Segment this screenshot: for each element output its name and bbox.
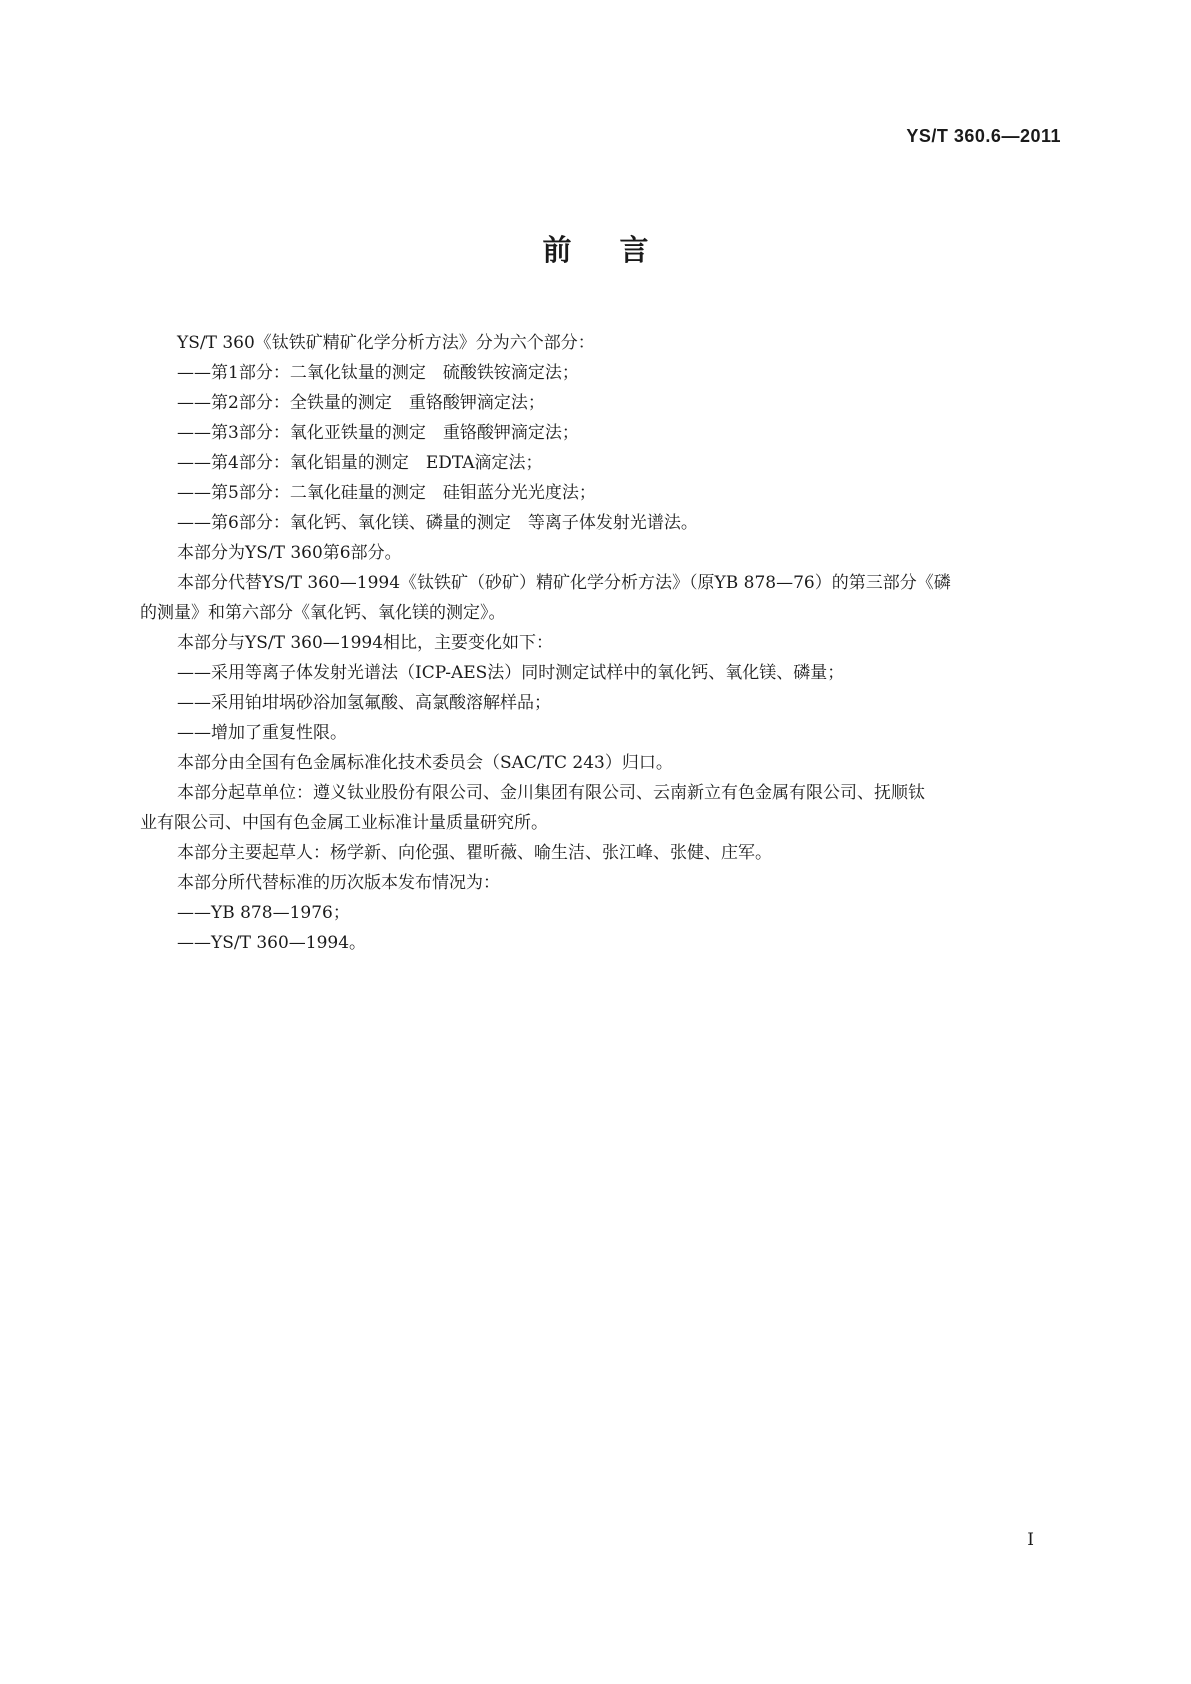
page-number: I: [1027, 1530, 1034, 1550]
list-item: ——第3部分：氧化亚铁量的测定 重铬酸钾滴定法；: [177, 423, 579, 443]
list-item: ——YS/T 360—1994。: [177, 933, 367, 953]
paragraph-line: 本部分主要起草人：杨学新、向伦强、瞿昕薇、喻生洁、张江峰、张健、庄军。: [177, 843, 772, 863]
document-body: [140, 328, 1070, 958]
list-item: ——采用等离子体发射光谱法（ICP-AES法）同时测定试样中的氧化钙、氧化镁、磷量；: [177, 663, 845, 683]
paragraph-line: 本部分所代替标准的历次版本发布情况为：: [177, 873, 500, 893]
list-item: ——采用铂坩埚砂浴加氢氟酸、高氯酸溶解样品；: [177, 693, 551, 713]
paragraph-line: 的测量》和第六部分《氧化钙、氧化镁的测定》。: [140, 603, 506, 623]
standard-code: YS/T 360.6—2011: [906, 126, 1061, 146]
page-title: 前言: [542, 233, 697, 267]
paragraph-line: 本部分起草单位：遵义钛业股份有限公司、金川集团有限公司、云南新立有色金属有限公司、抚顺钛: [177, 783, 925, 803]
list-item: ——YB 878—1976；: [177, 903, 350, 923]
list-item: ——第4部分：氧化铝量的测定 EDTA滴定法；: [177, 453, 543, 473]
paragraph-line: 本部分为YS/T 360第6部分。: [177, 543, 402, 563]
list-item: ——第5部分：二氧化硅量的测定 硅钼蓝分光光度法；: [177, 483, 596, 503]
paragraph-line: 本部分与YS/T 360—1994相比，主要变化如下：: [177, 633, 554, 653]
paragraph-line: YS/T 360《钛铁矿精矿化学分析方法》分为六个部分：: [177, 333, 595, 353]
paragraph-line: 业有限公司、中国有色金属工业标准计量质量研究所。: [140, 813, 548, 833]
paragraph-line: 本部分代替YS/T 360—1994《钛铁矿（砂矿）精矿化学分析方法》（原YB 878—76）的第三部分《磷: [177, 573, 951, 593]
list-item: ——增加了重复性限。: [177, 723, 347, 743]
list-item: ——第1部分：二氧化钛量的测定 硫酸铁铵滴定法；: [177, 363, 579, 383]
paragraph-line: 本部分由全国有色金属标准化技术委员会（SAC/TC 243）归口。: [177, 753, 673, 773]
list-item: ——第6部分：氧化钙、氧化镁、磷量的测定 等离子体发射光谱法。: [177, 513, 698, 533]
list-item: ——第2部分：全铁量的测定 重铬酸钾滴定法；: [177, 393, 545, 413]
